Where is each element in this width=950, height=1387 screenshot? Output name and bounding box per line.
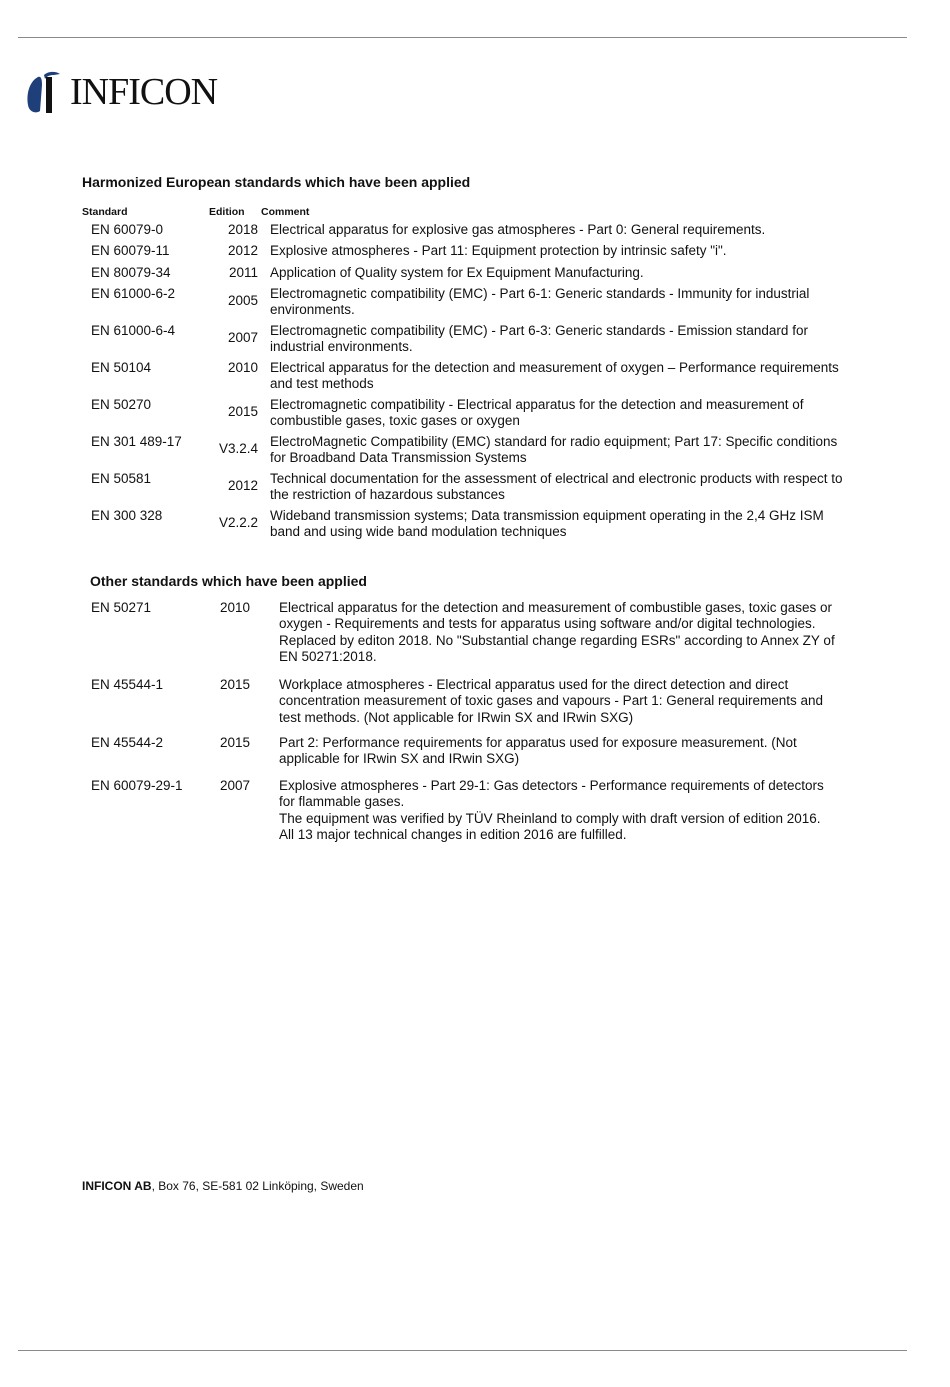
comment: Workplace atmospheres - Electrical apparatus used for the direct detection and direct concentration measurement of toxic gases and vapours - Part 1: General requirements and test methods. (Not applicable for IRwin SX and IRwin SXG) [279, 677, 824, 725]
edition: 2012 [227, 478, 258, 493]
comment: Electrical apparatus for the detection and measurement of oxygen – Performance requirements and test methods [270, 360, 839, 391]
edition: 2015 [220, 677, 251, 692]
bottom-divider [18, 1350, 907, 1351]
comment: ElectroMagnetic Compatibility (EMC) standard for radio equipment; Part 17: Specific conditions for Broadband Data Transmission Systems [270, 434, 838, 465]
comment: Application of Quality system for Ex Equipment Manufacturing. [270, 265, 644, 280]
col-header-edition: Edition [209, 206, 245, 218]
footer-address [82, 1179, 364, 1193]
standard-code: EN 301 489-17 [91, 434, 182, 449]
edition: V3.2.4 [218, 441, 258, 456]
comment-block [279, 778, 839, 843]
edition: 2005 [227, 293, 258, 308]
edition: 2012 [227, 243, 258, 258]
edition: 2015 [227, 404, 258, 419]
col-header-standard: Standard [82, 206, 128, 218]
edition: 2011 [228, 265, 258, 280]
comment: Part 2: Performance requirements for apparatus used for exposure measurement. (Not applicable for IRwin SX and IRwin SXG) [279, 735, 797, 767]
standard-code: EN 50581 [91, 471, 152, 486]
standard-code: EN 60079-11 [91, 243, 170, 258]
logo-wordmark: INFICON [70, 71, 218, 113]
comment: Electromagnetic compatibility (EMC) - Part 6-1: Generic standards - Immunity for industrial environments. [270, 286, 810, 317]
comment: Electromagnetic compatibility (EMC) - Part 6-3: Generic standards - Emission standard for industrial environments. [270, 323, 808, 354]
edition: 2018 [227, 222, 258, 237]
footer-address-text: , Box 76, SE-581 02 Linköping, Sweden [151, 1179, 364, 1193]
standard-code: EN 61000-6-4 [91, 323, 176, 338]
comment-note: All 13 major technical changes in edition 2016 are fulfilled. [279, 826, 627, 842]
standard-code: EN 60079-29-1 [91, 778, 183, 793]
standard-code: EN 45544-2 [91, 735, 164, 750]
edition: 2007 [220, 778, 251, 793]
standard-code: EN 50271 [91, 600, 152, 615]
footer-company: INFICON AB [82, 1179, 152, 1193]
standard-code: EN 60079-0 [91, 222, 164, 237]
inficon-logo-icon [24, 69, 68, 115]
edition: 2015 [220, 735, 251, 750]
edition: 2007 [227, 330, 258, 345]
comment: Explosive atmospheres - Part 29-1: Gas detectors - Performance requirements of detectors for flammable gases. [279, 778, 824, 810]
col-header-comment: Comment [261, 206, 310, 218]
comment-note: The equipment was verified by TÜV Rheinland to comply with draft version of edition 2016. [279, 810, 821, 826]
standard-code: EN 61000-6-2 [91, 286, 176, 301]
comment: Electrical apparatus for explosive gas atmospheres - Part 0: General requirements. [270, 222, 766, 237]
edition: 2010 [227, 360, 258, 375]
standard-code: EN 80079-34 [91, 265, 171, 280]
other-standards-heading: Other standards which have been applied [90, 573, 367, 589]
standard-code: EN 50104 [91, 360, 152, 375]
standard-code: EN 45544-1 [91, 677, 164, 692]
edition: 2010 [220, 600, 251, 615]
top-divider [18, 37, 907, 38]
harmonized-heading: Harmonized European standards which have been applied [82, 174, 471, 190]
comment: Explosive atmospheres - Part 11: Equipment protection by intrinsic safety "i". [270, 243, 727, 258]
standard-code: EN 50270 [91, 397, 152, 412]
standard-code: EN 300 328 [91, 508, 163, 523]
comment: Electrical apparatus for the detection and measurement of combustible gases, toxic gases or oxygen - Requirements and tests for apparatus using software and/or digital technologies. Replaced by editon 2018. No "Substantial change regarding ESRs" according to Annex ZY of EN 50271:2018. [279, 600, 835, 664]
edition: V2.2.2 [218, 515, 258, 530]
comment: Technical documentation for the assessment of electrical and electronic products with respect to the restriction of hazardous substances [270, 471, 843, 502]
comment: Electromagnetic compatibility - Electrical apparatus for the detection and measurement of combustible gases, toxic gases or oxygen [270, 397, 804, 428]
inficon-logo [24, 68, 217, 116]
comment: Wideband transmission systems; Data transmission equipment operating in the 2,4 GHz ISM band and using wide band modulation techniques [270, 508, 824, 539]
